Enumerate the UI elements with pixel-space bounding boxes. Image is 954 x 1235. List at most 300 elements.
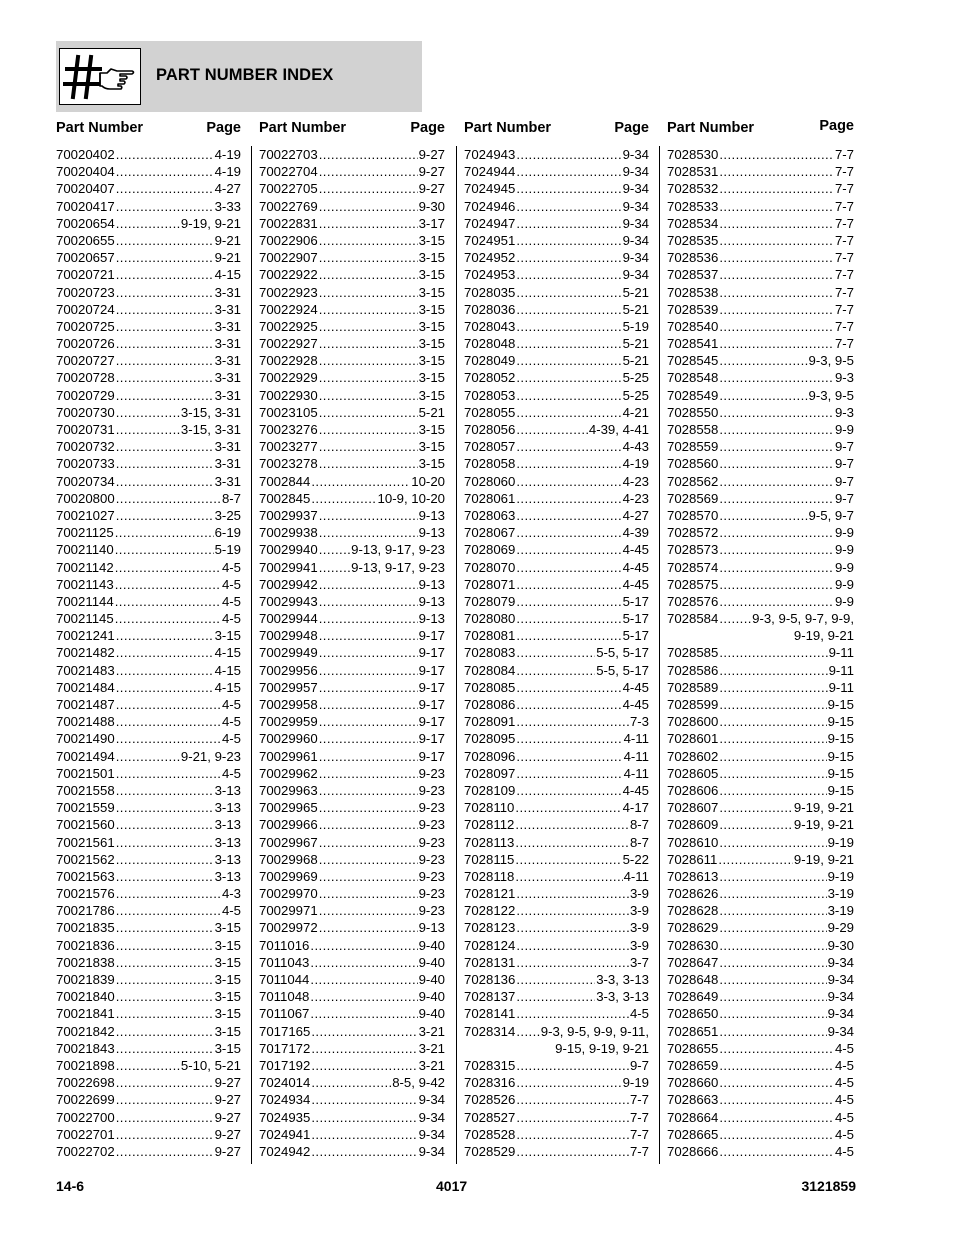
index-row: [667, 369, 854, 386]
dot-leader: [719, 266, 834, 283]
index-row: [259, 559, 445, 576]
part-number: 70020733: [56, 456, 115, 472]
index-row: [259, 541, 445, 558]
page-reference: 9-13: [418, 920, 445, 936]
index-row: [464, 198, 649, 215]
index-row: [667, 490, 854, 507]
dot-leader: [719, 902, 826, 919]
index-row: [259, 851, 445, 868]
dot-leader: [319, 834, 418, 851]
page-reference: 5-21: [622, 353, 649, 369]
page-reference: 5-21: [418, 404, 445, 420]
part-number: 7028575: [667, 576, 719, 592]
index-row: [56, 301, 241, 318]
page-reference: 4-15: [214, 267, 241, 283]
part-number: 70021142: [56, 559, 114, 575]
page-reference: 9-19: [827, 868, 854, 884]
index-row: [667, 799, 854, 816]
index-row: [56, 627, 241, 644]
page-reference: 4-21: [622, 404, 649, 420]
page-reference: 3-21: [418, 1057, 445, 1073]
index-row: [56, 369, 241, 386]
index-row: [464, 1074, 649, 1091]
dot-leader: [719, 524, 834, 541]
dot-leader: [516, 1057, 629, 1074]
dot-leader: [516, 1023, 539, 1040]
dot-leader: [116, 352, 214, 369]
dot-leader: [516, 352, 621, 369]
part-number: 70022907: [259, 250, 318, 266]
index-row: [259, 610, 445, 627]
index-row: [259, 902, 445, 919]
page-reference: 4-39: [622, 525, 649, 541]
dot-leader: [719, 782, 826, 799]
dot-leader: [311, 1091, 417, 1108]
page-reference: 3-13: [214, 834, 241, 850]
part-number: 7028664: [667, 1109, 719, 1125]
dot-leader: [319, 352, 418, 369]
part-number: 7028316: [464, 1075, 516, 1091]
page-reference: 9-34: [622, 181, 649, 197]
dot-leader: [515, 799, 621, 816]
page-reference: 9-23: [418, 834, 445, 850]
part-number: 7028071: [464, 576, 516, 592]
index-row: [464, 507, 649, 524]
dot-leader: [719, 696, 826, 713]
dot-leader: [515, 816, 629, 833]
page-reference: 9-40: [418, 1006, 445, 1022]
dot-leader: [116, 387, 214, 404]
part-number: 7028314: [464, 1023, 516, 1039]
index-row: [259, 593, 445, 610]
index-row: [56, 1057, 241, 1074]
part-number: 7028055: [464, 404, 516, 420]
page-reference: 4-17: [622, 800, 649, 816]
index-row: [259, 782, 445, 799]
index-row: [56, 765, 241, 782]
page-reference: 3-15: [418, 439, 445, 455]
part-number: 70021241: [56, 628, 115, 644]
dot-leader: [719, 1074, 834, 1091]
column-divider: [251, 146, 252, 1164]
part-number: 70029948: [259, 628, 318, 644]
part-number: 7028530: [667, 147, 719, 162]
page-reference: 9-19, 9-21: [793, 851, 854, 867]
page-reference: 10-20: [411, 473, 445, 489]
hash-pointing-hand-icon: [60, 49, 140, 104]
part-number: 7028315: [464, 1057, 516, 1073]
page-reference: 4-11: [623, 765, 649, 781]
dot-leader: [719, 834, 826, 851]
part-number: 70020402: [56, 147, 115, 162]
dot-leader: [116, 284, 214, 301]
index-row: [667, 1040, 854, 1057]
index-row: [667, 1143, 854, 1160]
page-reference: 9-40: [418, 989, 445, 1005]
index-column-2: [259, 120, 445, 1160]
page-reference: 9-11: [828, 662, 854, 678]
dot-leader: [319, 730, 418, 747]
part-number: 70023277: [259, 439, 318, 455]
page-reference: 4-19: [622, 456, 649, 472]
part-number: 70022700: [56, 1109, 115, 1125]
dot-leader: [719, 1143, 834, 1160]
page-reference: 4-5: [221, 697, 241, 712]
part-number: 70029962: [259, 765, 318, 781]
dot-leader: [516, 748, 622, 765]
index-row: [464, 524, 649, 541]
page-reference: 3-7: [629, 954, 649, 970]
page-reference: 9-13: [418, 507, 445, 523]
dot-leader: [319, 541, 350, 558]
part-number: 7028036: [464, 301, 516, 317]
part-number: 7024942: [259, 1143, 311, 1159]
part-number-heading: Part Number: [667, 120, 755, 136]
page-reference: 9-17: [418, 645, 445, 661]
page-reference: 9-3, 9-5, 9-7, 9-9,: [752, 611, 854, 627]
dot-leader: [719, 885, 826, 902]
index-row: [464, 851, 649, 868]
page-reference: 9-3: [834, 370, 854, 386]
index-row: [259, 1126, 445, 1143]
index-row: [667, 232, 854, 249]
index-row: [259, 627, 445, 644]
dot-leader: [719, 954, 826, 971]
page-reference: 3-33: [214, 198, 241, 214]
dot-leader: [719, 198, 834, 215]
page-reference: 4-45: [622, 559, 649, 575]
index-row: [56, 284, 241, 301]
page-reference: 3-15: [418, 353, 445, 369]
dot-leader: [719, 301, 834, 318]
part-number: 7028043: [464, 318, 516, 334]
page-reference: 4-5: [629, 1006, 649, 1022]
dot-leader: [311, 1109, 417, 1126]
index-row: [56, 662, 241, 679]
part-number: 7028611: [667, 851, 718, 867]
page-reference: 9-23: [418, 817, 445, 833]
index-row: [667, 404, 854, 421]
page-reference: 9-21: [214, 232, 241, 248]
page-reference: 4-19: [214, 164, 241, 180]
dot-leader: [116, 1091, 214, 1108]
part-number: 7028569: [667, 490, 719, 506]
index-row: [56, 455, 241, 472]
dot-leader: [319, 627, 418, 644]
page-reference: 9-7: [834, 490, 854, 506]
dot-leader: [516, 765, 622, 782]
index-row: [259, 1023, 445, 1040]
page-reference: 7-7: [629, 1092, 649, 1108]
dot-leader: [719, 679, 827, 696]
index-row: [464, 490, 649, 507]
page-reference: 6-19: [214, 525, 241, 541]
dot-leader: [116, 662, 214, 679]
index-row: [667, 988, 854, 1005]
dot-leader: [310, 954, 417, 971]
page-reference: 4-5: [834, 1057, 854, 1073]
part-number: 70021842: [56, 1023, 115, 1039]
dot-leader: [516, 593, 621, 610]
part-number: 7028085: [464, 679, 516, 695]
page-reference: 9-7: [834, 439, 854, 455]
dot-leader: [319, 610, 418, 627]
part-number: 70020730: [56, 404, 115, 420]
part-number: 7028079: [464, 593, 516, 609]
part-number: 7028069: [464, 542, 516, 558]
page-reference: 9-17: [418, 662, 445, 678]
dot-leader: [516, 696, 621, 713]
page-reference: 9-19, 9-21: [180, 215, 241, 231]
index-row: [667, 644, 854, 661]
index-row: [464, 1143, 649, 1160]
dot-leader: [719, 180, 834, 197]
part-number: 7028663: [667, 1092, 719, 1108]
part-number: 70021838: [56, 954, 115, 970]
page-reference: 7-7: [834, 232, 854, 248]
index-row: [56, 713, 241, 730]
dot-leader: [319, 180, 418, 197]
page-reference: 3-31: [214, 370, 241, 386]
page-reference: 9-29: [827, 920, 854, 936]
page-reference: 9-30: [418, 198, 445, 214]
dot-leader: [115, 541, 214, 558]
index-row: [56, 954, 241, 971]
dot-leader: [516, 679, 621, 696]
part-number: 7028560: [667, 456, 719, 472]
dot-leader: [516, 455, 621, 472]
part-number: 70022906: [259, 232, 318, 248]
dot-leader: [516, 1126, 629, 1143]
page-reference: 8-7: [629, 817, 649, 833]
page-reference: 4-5: [221, 593, 241, 609]
page-reference: 4-11: [623, 731, 649, 747]
index-row: [464, 180, 649, 197]
dot-leader: [116, 748, 180, 765]
page-reference: 3-15: [418, 422, 445, 437]
dot-leader: [319, 559, 350, 576]
index-row: [464, 610, 649, 627]
part-number: 70020655: [56, 232, 115, 248]
index-row: [259, 404, 445, 421]
dot-leader: [516, 662, 595, 679]
dot-leader: [516, 627, 621, 644]
column-header: [667, 120, 854, 146]
page-reference: 3-15: [418, 284, 445, 300]
page-reference: 5-25: [622, 387, 649, 403]
part-number: 70021144: [56, 593, 114, 609]
dot-leader: [319, 919, 418, 936]
part-number: 7011043: [259, 954, 310, 970]
page-reference: 9-15: [827, 697, 854, 712]
index-row: [56, 387, 241, 404]
part-number: 7028070: [464, 559, 516, 575]
index-row: [259, 473, 445, 490]
dot-leader: [116, 335, 214, 352]
index-row: [464, 885, 649, 902]
page-reference: 9-30: [827, 937, 854, 953]
part-number: 7028602: [667, 748, 719, 764]
index-row: [464, 679, 649, 696]
page-reference: 9-15: [827, 714, 854, 730]
part-number: 70020725: [56, 318, 115, 334]
page-reference: 3-9: [629, 937, 649, 953]
index-row: [464, 816, 649, 833]
part-number: 70029966: [259, 817, 318, 833]
index-row: [56, 1040, 241, 1057]
index-row: [259, 198, 445, 215]
page-reference: 8-7: [221, 490, 241, 506]
page-reference: 7-7: [834, 164, 854, 180]
index-row: [464, 1091, 649, 1108]
page-reference: 9-7: [629, 1057, 649, 1073]
index-row: [464, 593, 649, 610]
part-number: 70023105: [259, 404, 318, 420]
part-number: 7028131: [464, 954, 516, 970]
page-reference: 5-10, 5-21: [180, 1057, 241, 1073]
dot-leader: [719, 816, 793, 833]
dot-leader: [516, 215, 621, 232]
dot-leader: [116, 490, 221, 507]
index-row: [56, 834, 241, 851]
dot-leader: [516, 318, 621, 335]
part-number: 7028609: [667, 817, 719, 833]
dot-leader: [116, 765, 221, 782]
part-number: 70020729: [56, 387, 115, 403]
index-row: [667, 387, 854, 404]
index-row: [259, 1057, 445, 1074]
page-reference: 9-15: [827, 782, 854, 798]
part-number: 7028526: [464, 1092, 516, 1108]
page-reference: 3-31: [214, 456, 241, 472]
dot-leader: [319, 524, 418, 541]
dot-leader: [116, 1005, 214, 1022]
dot-leader: [116, 249, 214, 266]
index-row: [56, 524, 241, 541]
dot-leader: [719, 369, 834, 386]
index-row: [56, 851, 241, 868]
index-row: [464, 387, 649, 404]
index-row: [56, 559, 241, 576]
dot-leader: [516, 937, 629, 954]
page-reference: 3-15: [214, 954, 241, 970]
page-reference: 9-27: [418, 181, 445, 197]
dot-leader: [719, 765, 826, 782]
index-row: [667, 851, 854, 868]
dot-leader: [319, 198, 418, 215]
dot-leader: [319, 644, 418, 661]
dot-leader: [116, 885, 221, 902]
part-number: 7011067: [259, 1006, 310, 1022]
dot-leader: [516, 1074, 621, 1091]
part-number: 70021484: [56, 679, 115, 695]
page-reference: 9-19: [622, 1075, 649, 1091]
page-reference: 7-7: [834, 318, 854, 334]
dot-leader: [115, 610, 221, 627]
page-reference: 9-27: [214, 1075, 241, 1091]
part-number: 70022699: [56, 1092, 115, 1108]
index-row: [464, 834, 649, 851]
part-number: 7028048: [464, 336, 516, 352]
dot-leader: [116, 713, 221, 730]
page-heading: Page: [410, 120, 445, 136]
part-number: 70029957: [259, 679, 318, 695]
part-number: 7028535: [667, 232, 719, 248]
page-reference: 3-15: [418, 250, 445, 266]
part-number: 7028124: [464, 937, 516, 953]
dot-leader: [719, 576, 834, 593]
index-row: [464, 266, 649, 283]
index-row: [667, 421, 854, 438]
page-reference: 9-27: [214, 1109, 241, 1125]
dot-leader: [516, 266, 621, 283]
dot-leader: [516, 1005, 629, 1022]
dot-leader: [116, 438, 214, 455]
part-number: 70022698: [56, 1075, 115, 1091]
index-row: [259, 868, 445, 885]
part-number: 70029970: [259, 886, 318, 902]
dot-leader: [515, 834, 629, 851]
dot-leader: [319, 885, 418, 902]
footer-page-number: 14-6: [56, 1178, 85, 1194]
dot-leader: [319, 593, 418, 610]
dot-leader: [311, 1057, 417, 1074]
part-number: 7028539: [667, 301, 719, 317]
part-number: 70020654: [56, 215, 115, 231]
dot-leader: [719, 971, 826, 988]
dot-leader: [310, 988, 417, 1005]
dot-leader: [311, 1040, 417, 1057]
page-reference: 9-15: [827, 731, 854, 747]
index-column-1: [56, 120, 241, 1160]
dot-leader: [516, 576, 621, 593]
index-row: [667, 1074, 854, 1091]
index-row: [56, 816, 241, 833]
dot-leader: [516, 885, 629, 902]
part-number: 70022703: [259, 147, 318, 162]
dot-leader: [319, 799, 418, 816]
part-number: 7024934: [259, 1092, 311, 1108]
index-row: [464, 868, 649, 885]
index-row: [259, 765, 445, 782]
part-number: 70022929: [259, 370, 318, 386]
page-reference: 4-23: [622, 473, 649, 489]
index-row: [464, 249, 649, 266]
dot-leader: [319, 816, 418, 833]
page-reference: 3-15, 3-31: [180, 404, 241, 420]
dot-leader: [116, 1074, 214, 1091]
page-reference: 9-23: [418, 903, 445, 919]
index-row: [56, 473, 241, 490]
index-row: [259, 1074, 445, 1091]
part-number: 70021839: [56, 972, 115, 987]
dot-leader: [719, 404, 834, 421]
page-reference: 9-17: [418, 714, 445, 730]
part-number: 7028035: [464, 284, 516, 300]
page-reference: 3-15: [214, 1006, 241, 1022]
dot-leader: [719, 318, 834, 335]
part-number: 7024947: [464, 215, 516, 231]
part-number: 70029963: [259, 782, 318, 798]
dot-leader: [319, 851, 418, 868]
dot-leader: [319, 284, 418, 301]
page-reference: 7-7: [834, 198, 854, 214]
index-row: [667, 576, 854, 593]
part-number: 7028057: [464, 439, 516, 455]
part-number: 70022927: [259, 336, 318, 352]
dot-leader: [516, 954, 629, 971]
page-reference: 4-45: [622, 679, 649, 695]
